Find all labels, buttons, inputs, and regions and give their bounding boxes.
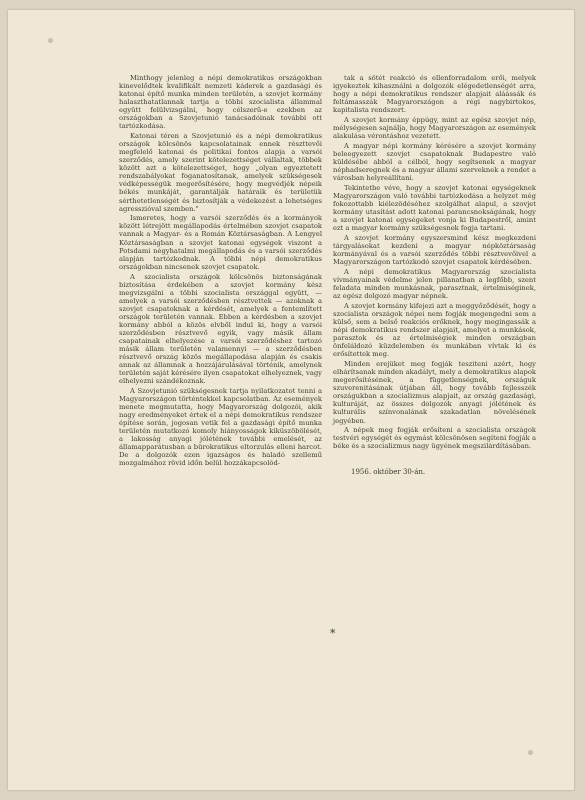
document-page bbox=[8, 10, 574, 790]
paragraph: A magyar népi kormány kérésére a szovjet kormány beleegyezett szovjet csapatoknak Budapestre való küldésébe abból a célból, hogy segítsenek a magyar néphadseregnek és a magyar állami szerveknek a rendet a városban helyreállítani. bbox=[333, 141, 536, 183]
paragraph: A Szovjetunió szükségesnek tartja nyilatkozatot tenni a Magyarországon történtekkel kapcsolatban. Az események menete megmutatta, hogy Magyarország dolgozói, akik nagy eredményeket értek el a népi demokratikus rendszer építése során, jogosan vetik fel a gazdasági építő munka területén mutatkozó komoly hiányosságok kiküszöbölését, a lakosság anyagi jólétének további emelését, az államapparátusban a bürokratikus eltorzulás elleni harcot. De a dolgozók ezen igazságos és haladó szellemű mozgalmához rövid időn belül hozzákapcsolód- bbox=[119, 386, 322, 468]
pinhole-mark bbox=[48, 38, 53, 43]
paragraph: A népek meg fogják erősíteni a szocialista országok testvéri egységét és egymást kölcsönösen segíteni fogják a béke és a szocializmus nagy ügyének megszilárdításában. bbox=[333, 426, 536, 451]
right-text-column bbox=[333, 74, 536, 477]
paragraph: A szovjet kormány egyszersmind kész megkezdeni tárgyalásokat kezdeni a magyar népköztársaság kormányával és a varsói szerződés többi résztvevőivel a Magyarországon tartózkodó szovjet csapatok kérdésében. bbox=[333, 234, 536, 267]
paragraph: Minthogy jelenleg a népi demokratikus országokban kinevelődtek kvalifikált nemzeti káderek a gazdasági és katonai építő munka minden területén, a szovjet kormány halaszthatatlannak tartja a többi szocialista állammal együtt felülvizsgálni, hogy célszerű-e ezekben az országokban a Szovjetunió tanácsadóinak további ott tartózkodása. bbox=[119, 74, 322, 131]
paragraph: A népi demokratikus Magyarország szocialista vívmányainak védelme jelen pillanatban a legfőbb, szent feladata minden munkásnak, parasztnak, értelmiséginek, az egész dolgozó magyar népnek. bbox=[333, 268, 536, 301]
left-text-column bbox=[119, 74, 322, 469]
paragraph: A szovjet kormány éppúgy, mint az egész szovjet nép, mélységesen sajnálja, hogy Magyarországon az események alakulása vérontáshoz vezetett. bbox=[333, 116, 536, 141]
pinhole-mark bbox=[528, 750, 533, 755]
paragraph: A szovjet kormány kifejezi azt a meggyőződését, hogy a szocialista országok népei nem fogják megengedni sem a külső, sem a belső reakciós erőknek, hogy megingassák a népi demokratikus rendszer alapjait, amelyet a munkások, parasztok és az értelmiségiek minden országban önfeláldozó küzdelemben és munkában vívtak ki és erősítettek meg. bbox=[333, 302, 536, 359]
paragraph: Ismeretes, hogy a varsói szerződés és a kormányok között létrejött megállapodás értelmében szovjet csapatok vannak a Magyar- és a Román Köztársaságban. A Lengyel Köztársaságban a szovjet katonai egységek viszont a Potsdami négyhatalmi megállapodás és a varsói szerződés alapján tartózkodnak. A többi népi demokratikus országokban nincsenek szovjet csapatok. bbox=[119, 214, 322, 271]
paragraph: Minden erejüket meg fogják tesziteni azért, hogy elhárítsanak minden akadályt, mely a demokratikus alapok megerősítésének, a függetlenségnek, országuk szuverenitásának útjában áll, hogy tovább fejlesszék országukban a szocializmus alapjait, az ország gazdasági, kulturáját, az összes dolgozók anyagi jólétének és kulturális színvonalának szakadatlan növelésének jegyében. bbox=[333, 360, 536, 425]
star-ornament: * bbox=[330, 627, 336, 640]
dateline: 1956. október 30-án. bbox=[351, 468, 426, 477]
paragraph: Tekintetbe véve, hogy a szovjet katonai egységeknek Magyarországon való további tartózkodása a helyzet még fokozottabb kiélezödéséhez szolgálhat alapul, a szovjet kormány utasítást adott katonai parancsnokságának, hogy a szovjet katonai egységeket vonja ki Budapestről, amint ezt a magyar kormány szükségesnek fogja tartani. bbox=[333, 184, 536, 233]
paragraph: tak a sötét reakció és ellenforradalom erői, melyek igyekeztek kihasználni a dolgozók elégedetlenségét arra, hogy a népi demokratikus rendszer alapjait aláássák és feltámasszák Magyarországon a régi nagybirtokos, kapitalista rendszert. bbox=[333, 74, 536, 115]
paragraph: A szocialista országok kölcsönös biztonságának biztosítása érdekében a szovjet kormány kész megvizsgálni a többi szocialista országgal együtt, — amelyek a varsói szerződésben résztvettek — azoknak a szovjet csapatoknak a kérdését, amelyek a fentemlített országok területén vannak. Ebben a kérdésben a szovjet kormány abból a közös elvből indul ki, hogy a varsói szerződésben résztvevő egyik, vagy másik állam csapatainak elhelyezése a varsói szerződéshez tartozó másik állam területén valamennyi — a szerződésben résztvevő ország közös megállapodása alapján és csakis annak az államnak a hozzájárulásával történik, amelynek területén saját kérésére ilyen csapatokat elhelyeznek, vagy elhelyezni szándékoznak. bbox=[119, 272, 322, 386]
paragraph: Katonai téren a Szovjetunió és a népi demokratikus országok kölcsönös kapcsolatainak ennek részttevői megfelelő katonai és politikai fontos alapja a varsói szerződés, amely szerint kötelezettséget vállaltak, többek között azt a kötelezettséget, hogy „olyan egyeztetett rendszabályokat foganatosítanak, amelyek szükségesek védképességük megerősítésére, hogy megvédjék népeik békés munkáját, garantálják határaik és területük sérthetetlenségét és biztosítják a védekezést a lehetséges agresszióval szemben." bbox=[119, 132, 322, 213]
